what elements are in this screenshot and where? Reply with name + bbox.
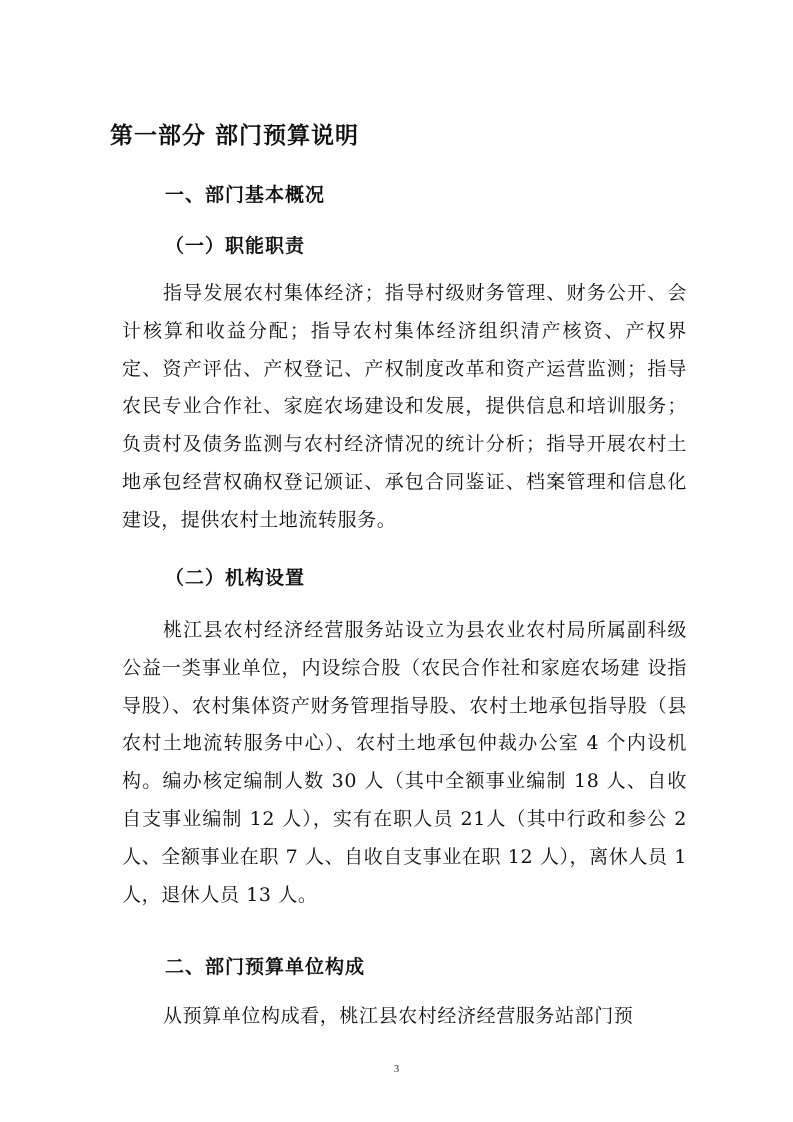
subsection-heading-organization: （二）机构设置 [165,567,306,589]
subsection-heading-functions: （一）职能职责 [165,235,306,257]
functions-paragraph: 指导发展农村集体经济；指导村级财务管理、财务公开、会计核算和收益分配；指导农村集体经济组织清产核资、产权界定、资产评估、产权登记、产权制度改革和资产运营监测；指导农民专业合作社、家庭农场建设和发展，提供信息和培训服务；负责村及债务监测与农村经济情况的统计分析；指导开展农村土地承包经营权确权登记颁证、承包合同鉴证、档案管理和信息化建设，提供农村土地流转服务。 [122,282,687,531]
part-title: 第一部分 部门预算说明 [110,122,360,149]
organization-paragraph: 桃江县农村经济经营服务站设立为县农业农村局所属副科级公益一类事业单位，内设综合股（农民合作社和家庭农场建 设指导股）、农村集体资产财务管理指导股、农村土地承包指导股（县农村土地流转服务中心）、农村土地承包仲裁办公室 4 个内设机构。编办核定编制人数 30 人（其中全额事业编制 18 人、自收自支事业编制 12 人），实有在职人员 21人（其中行政和参公 2 人、全额事业在职 7 人、自收自支事业在职 12 人），离休人员 1 人，退休人员 13 人。 [122,619,687,906]
page-number: 3 [393,1063,400,1075]
section-heading-overview: 一、部门基本概况 [165,184,326,206]
section-heading-budget-units: 二、部门预算单位构成 [165,956,366,978]
budget-units-paragraph: 从预算单位构成看，桃江县农村经济经营服务站部门预 [163,1005,634,1027]
